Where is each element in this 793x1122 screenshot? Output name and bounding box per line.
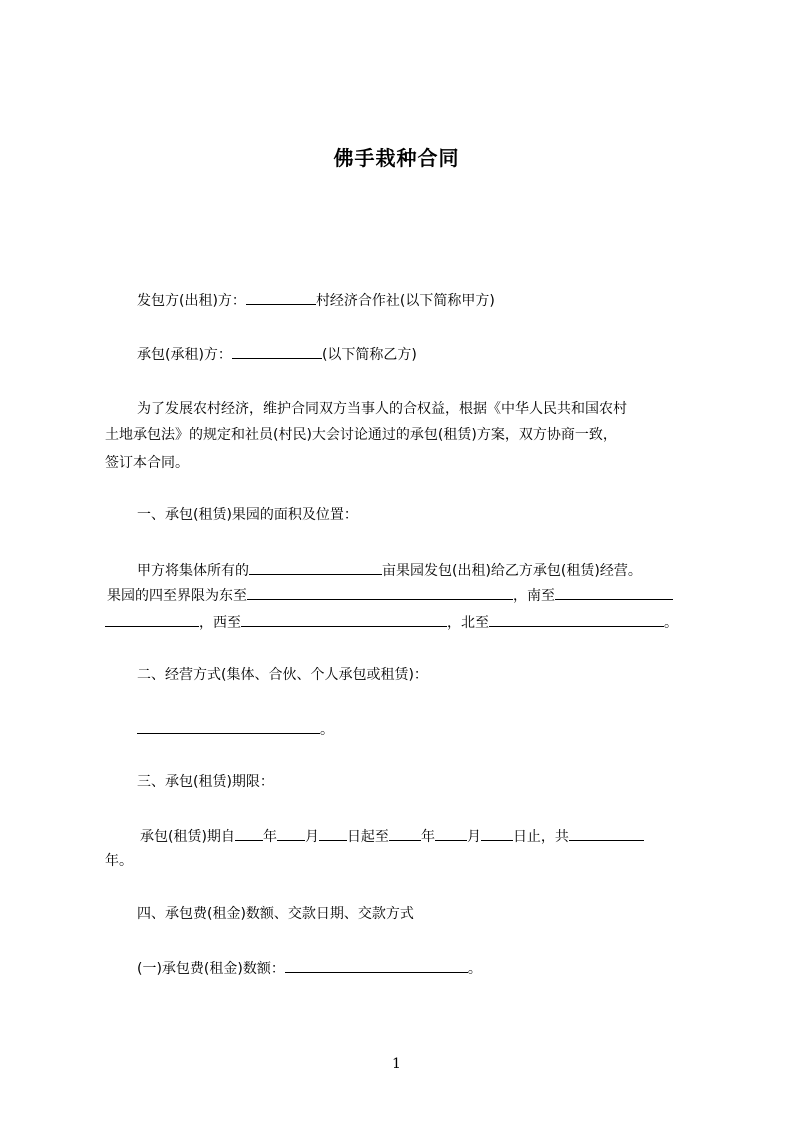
south-label: ，南至 xyxy=(513,588,555,604)
total-years-blank[interactable] xyxy=(569,826,644,841)
east-blank[interactable] xyxy=(247,585,513,600)
party-a-line xyxy=(137,290,737,311)
south-blank[interactable] xyxy=(555,585,673,600)
party-b-suffix: (以下简称乙方) xyxy=(321,347,417,363)
south-blank-cont[interactable] xyxy=(105,612,199,627)
section-3-heading: 三、承包(租赁)期限： xyxy=(137,774,274,790)
section-3-line-1 xyxy=(140,826,740,847)
start-month-blank[interactable] xyxy=(277,826,305,841)
rent-amount-end: 。 xyxy=(467,961,482,977)
section-1-line-1 xyxy=(137,560,737,581)
party-a-blank[interactable] xyxy=(246,290,316,305)
intro-line-2: 土地承包法》的规定和社员(村民)大会讨论通过的承包(租赁)方案，双方协商一致， xyxy=(105,427,617,443)
west-label: ，西至 xyxy=(199,615,241,631)
start-year-blank[interactable] xyxy=(235,826,263,841)
north-blank[interactable] xyxy=(489,612,664,627)
section-1-line-2 xyxy=(107,585,707,606)
section-2-line xyxy=(137,719,737,740)
party-b-label: 承包(承租)方： xyxy=(137,347,232,363)
end-day-label: 日止，共 xyxy=(512,829,569,845)
party-b-blank[interactable] xyxy=(232,344,322,359)
west-blank[interactable] xyxy=(241,612,447,627)
term-label: 承包(租赁)期自 xyxy=(140,829,235,845)
area-label: 甲方将集体所有的 xyxy=(137,563,249,579)
section-1-line-3 xyxy=(105,612,705,633)
section-4-1-line xyxy=(137,958,737,979)
end-year-blank[interactable] xyxy=(389,826,421,841)
rent-amount-label: (一)承包费(租金)数额： xyxy=(137,961,285,977)
rent-amount-blank[interactable] xyxy=(285,958,468,973)
intro-line-1: 为了发展农村经济，维护合同双方当事人的合权益，根据《中华人民共和国农村 xyxy=(137,401,627,417)
north-label: ，北至 xyxy=(447,615,489,631)
business-mode-blank[interactable] xyxy=(137,719,320,734)
intro-line-3: 签订本合同。 xyxy=(105,455,189,471)
end-day-blank[interactable] xyxy=(481,826,513,841)
area-blank[interactable] xyxy=(249,560,382,575)
document-title: 佛手栽种合同 xyxy=(333,146,460,170)
east-label: 果园的四至界限为东至 xyxy=(107,588,247,604)
north-end: 。 xyxy=(664,615,678,631)
section-4-heading: 四、承包费(租金)数额、交款日期、交款方式 xyxy=(137,906,414,922)
section-3-line-2: 年。 xyxy=(105,853,133,869)
start-year-label: 年 xyxy=(262,829,277,845)
end-month-label: 月 xyxy=(466,829,481,845)
party-a-label: 发包方(出租)方： xyxy=(137,293,246,309)
page-number: 1 xyxy=(392,1056,401,1072)
section-2-heading: 二、经营方式(集体、合伙、个人承包或租赁)： xyxy=(137,667,428,683)
start-day-blank[interactable] xyxy=(319,826,347,841)
section-1-heading: 一、承包(租赁)果园的面积及位置： xyxy=(137,507,358,523)
party-b-line xyxy=(137,344,737,365)
end-year-label: 年 xyxy=(420,829,435,845)
business-mode-end: 。 xyxy=(320,722,334,738)
end-month-blank[interactable] xyxy=(435,826,467,841)
start-day-label: 日起至 xyxy=(346,829,389,845)
start-month-label: 月 xyxy=(304,829,319,845)
area-suffix: 亩果园发包(出租)给乙方承包(租赁)经营。 xyxy=(382,563,642,579)
party-a-suffix: 村经济合作社(以下简称甲方) xyxy=(315,293,495,309)
